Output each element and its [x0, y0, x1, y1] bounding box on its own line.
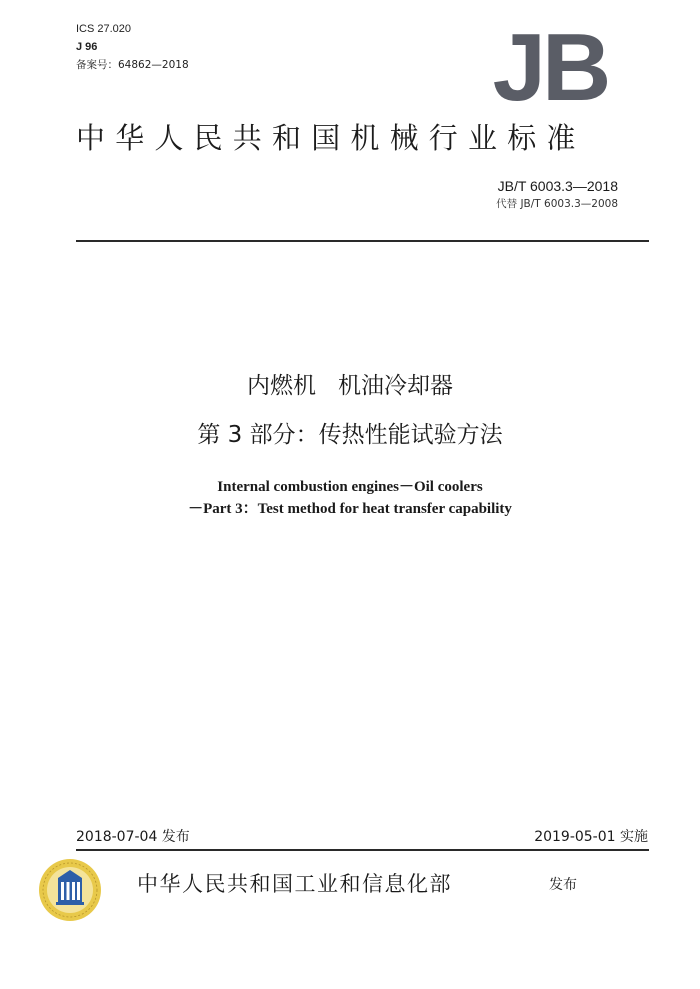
implementation-date: 2019-05-01 实施	[534, 829, 648, 845]
organization-title: 中华人民共和国机械行业标准	[76, 121, 586, 155]
issue-date: 2018-07-04 发布	[76, 829, 190, 845]
record-number: 备案号：64862—2018	[76, 59, 189, 71]
title-cn-line1: 内燃机 机油冷却器	[247, 373, 453, 399]
title-cn-line2: 第 3 部分：传热性能试验方法	[197, 422, 503, 448]
jb-logo-text: JB	[492, 28, 608, 106]
jb-logo	[484, 28, 616, 106]
replaced-standard: 代替 JB/T 6003.3—2008	[496, 198, 618, 210]
ccs-code: J 96	[76, 41, 98, 53]
standard-number: JB/T 6003.3—2018	[497, 178, 618, 194]
ministry-seal-icon	[38, 858, 102, 922]
header-divider	[76, 240, 649, 242]
footer-divider	[76, 849, 649, 851]
issuing-authority: 中华人民共和国工业和信息化部	[137, 872, 452, 896]
title-en-line2: －Part 3：Test method for heat transfer capability	[188, 501, 512, 517]
title-en-line1: Internal combustion engines－Oil coolers	[217, 479, 483, 495]
issued-label: 发布	[549, 877, 577, 893]
ics-code: ICS 27.020	[76, 23, 132, 35]
